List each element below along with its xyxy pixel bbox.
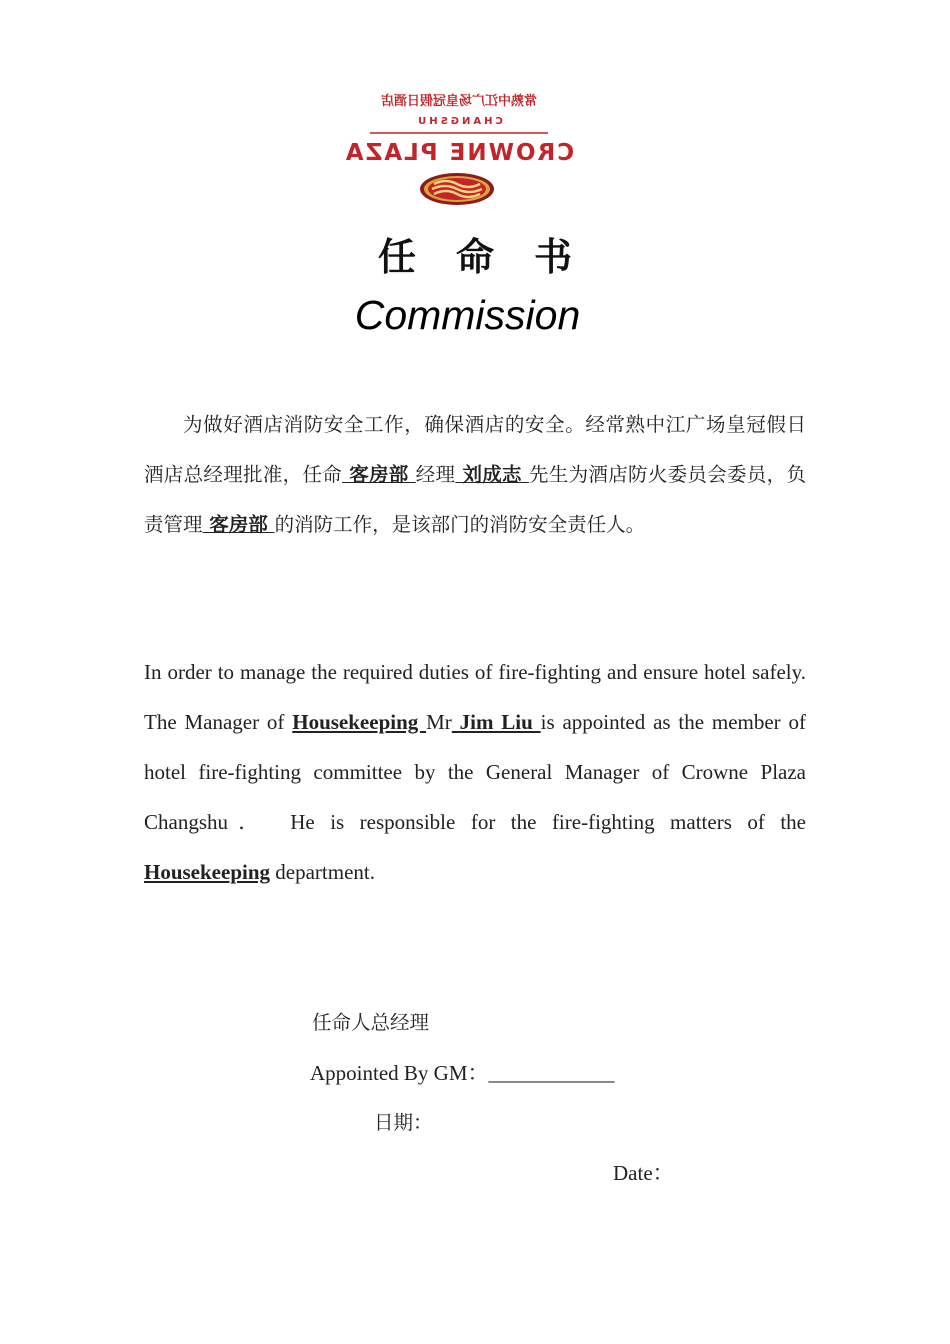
logo-city-text: CHANGSHU bbox=[415, 116, 503, 127]
text-segment: 先生为酒店防火委员会委员，负责管理 bbox=[144, 463, 806, 536]
page-title-en: Commission bbox=[354, 292, 581, 338]
appointee-name-fill: Jim Liu bbox=[451, 710, 541, 734]
date-label-cn: 日期： bbox=[374, 1111, 433, 1134]
appointee-name-fill: 刘成志 bbox=[455, 463, 529, 486]
department-fill: 客房部 bbox=[202, 513, 275, 536]
appointer-signature-line: Appointed By GM：____________ bbox=[310, 1061, 615, 1085]
department-fill: 客房部 bbox=[342, 463, 416, 486]
text-segment: Mr bbox=[426, 710, 452, 734]
text-segment: In order to manage the required duties of fire-fighting and ensure hotel safely. The Manager of bbox=[144, 660, 806, 734]
department-fill: Housekeeping bbox=[144, 860, 271, 884]
commission-paragraph-en bbox=[144, 647, 806, 897]
crowne-plaza-logo bbox=[344, 88, 574, 210]
page-title-cn: 任命书 bbox=[377, 235, 612, 279]
text-segment: 经理 bbox=[415, 463, 456, 486]
date-label-en: Date： bbox=[613, 1161, 674, 1185]
crest-icon bbox=[420, 173, 494, 205]
logo-brand-text: CROWNE PLAZA bbox=[344, 140, 574, 166]
commission-paragraph-cn bbox=[144, 400, 806, 550]
logo-hotel-cn: 常熟中江广场皇冠假日酒店 bbox=[380, 94, 538, 109]
department-fill: Housekeeping bbox=[292, 710, 427, 734]
text-segment: is appointed as the member of hotel fire-fighting committee by the General Manager of Crowne Plaza Changshu． He is responsible for the fire-fighting matters of the bbox=[144, 710, 806, 834]
text-segment: 的消防工作，是该部门的消防安全责任人。 bbox=[274, 513, 646, 536]
appointer-label-cn: 任命人总经理 bbox=[312, 1011, 430, 1034]
text-segment: department. bbox=[270, 860, 375, 884]
text-segment: 为做好酒店消防安全工作，确保酒店的安全。经常熟中江广场皇冠假日酒店总经理批准，任命 bbox=[144, 413, 806, 486]
